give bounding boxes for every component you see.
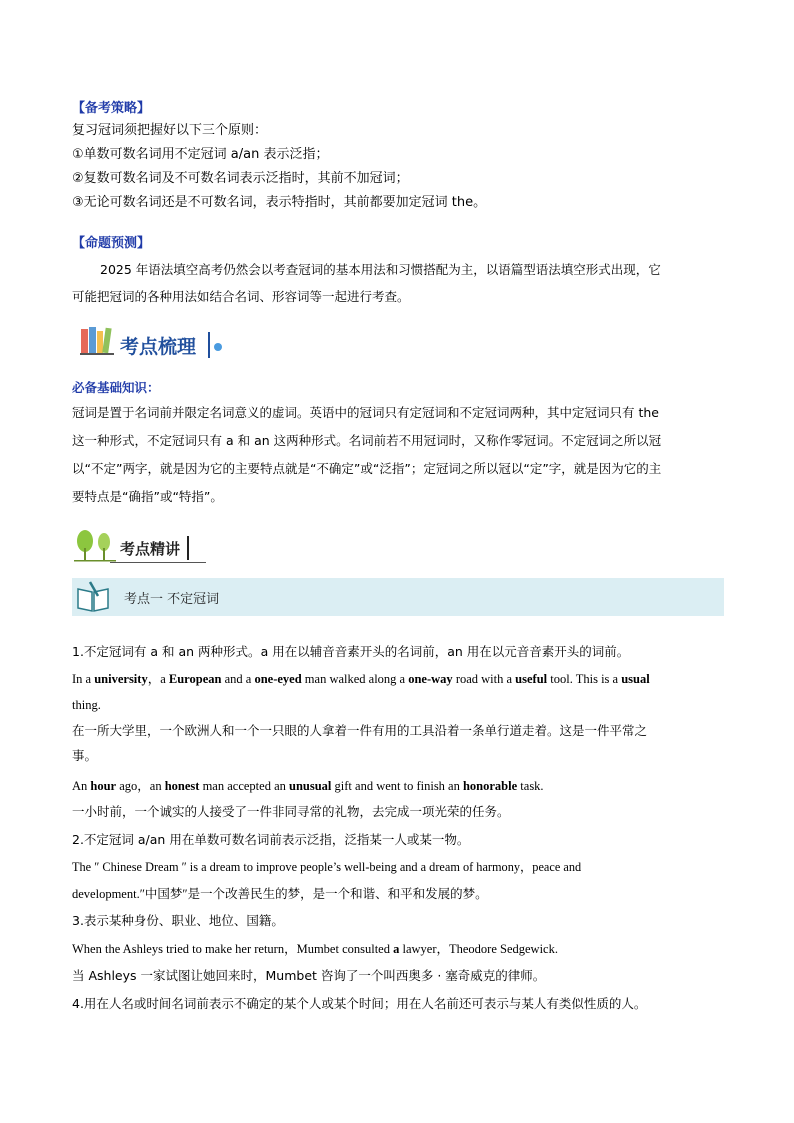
example-4-cn: 当 Ashleys 一家试图让她回来时，Mumbet 咨询了一个叫西奥多 · 塞奇威克的律师。 xyxy=(72,968,546,983)
basics-line-1: 冠词是置于名词前并限定名词意义的虚词。英语中的冠词只有定冠词和不定冠词两种，其中定冠词只有 the xyxy=(72,405,659,420)
ex2_en-segment-1: hour xyxy=(90,779,117,793)
example-4-en xyxy=(72,939,558,959)
title-dot xyxy=(214,343,222,351)
point-4: 4.用在人名或时间名词前表示不确定的某个人或某个时间；用在人名前还可表示与某人有类似性质的人。 xyxy=(72,996,647,1011)
point-3: 3.表示某种身份、职业、地位、国籍。 xyxy=(72,913,284,928)
ex1_en-segment-7: one-way xyxy=(408,672,453,686)
ex1_en-segment-10: tool. This is a xyxy=(547,672,622,686)
strategy-intro: 复习冠词须把握好以下三个原则： xyxy=(72,123,268,138)
ex1_en-segment-4: and a xyxy=(221,672,255,686)
ex4_en-segment-2: lawyer，Theodore Sedgewick. xyxy=(399,942,558,956)
ex2_en-segment-7: honorable xyxy=(462,779,518,793)
strategy-rule-2: ②复数可数名词及不可数名词表示泛指时，其前不加冠词； xyxy=(72,171,409,186)
example-3-line-1: The ″ Chinese Dream ″ is a dream to improve people’s well-being and a dream of harmony，peace and xyxy=(72,860,582,874)
topic-banner xyxy=(72,578,724,616)
trees-icon xyxy=(74,528,116,566)
ex2_en-segment-0: An xyxy=(72,779,91,793)
ex1_en-segment-3: European xyxy=(168,672,222,686)
forecast-line-2: 可能把冠词的各种用法如结合名词、形容词等一起进行考查。 xyxy=(72,289,410,304)
ex4_en-segment-0: When the Ashleys tried to make her return，Mumbet consulted xyxy=(72,942,394,956)
strategy-heading: 【备考策略】 xyxy=(72,101,151,116)
ex2_en-segment-4: man accepted an xyxy=(199,779,289,793)
title-cursor-bar xyxy=(208,332,210,358)
basics-line-2: 这一种形式，不定冠词只有 a 和 an 这两种形式。名词前若不用冠词时，又称作零冠词。不定冠词之所以冠 xyxy=(72,433,662,448)
ex1_en-segment-2: ，a xyxy=(147,672,169,686)
ex1_en-segment-11: usual xyxy=(621,672,650,686)
books-icon xyxy=(80,326,116,360)
section2-underline xyxy=(110,562,206,563)
section2-title: 考点精讲 xyxy=(120,540,181,558)
example-1-cn-1: 在一所大学里，一个欧洲人和一个一只眼的人拿着一件有用的工具沿着一条单行道走着。这是一件平常之 xyxy=(72,723,648,738)
ex1_en-segment-8: road with a xyxy=(452,672,516,686)
example-1-cn-2: 事。 xyxy=(72,748,98,763)
example-3-line-2: development.″中国梦″是一个改善民生的梦，是一个和谐、和平和发展的梦。 xyxy=(72,887,488,901)
forecast-line-1: 2025 年语法填空高考仍然会以考查冠词的基本用法和习惯搭配为主，以语篇型语法填空形式出现，它 xyxy=(100,262,661,277)
strategy-rule-1: ①单数可数名词用不定冠词 a/an 表示泛指； xyxy=(72,147,329,162)
example-2-cn: 一小时前，一个诚实的人接受了一件非同寻常的礼物，去完成一项光荣的任务。 xyxy=(72,804,510,819)
basics-line-3: 以“不定”两字，就是因为它的主要特点就是“不确定”或“泛指”；定冠词之所以冠以“定”字，就是因为它的主 xyxy=(72,461,662,476)
ex2_en-segment-3: honest xyxy=(164,779,200,793)
basics-heading: 必备基础知识： xyxy=(72,380,160,395)
basics-line-4: 要特点是“确指”或“特指”。 xyxy=(72,489,223,504)
ex1_en-segment-9: useful xyxy=(515,672,548,686)
forecast-heading: 【命题预测】 xyxy=(72,236,151,251)
ex1_en-segment-1: university xyxy=(94,672,148,686)
ex1_en-segment-0: In a xyxy=(72,672,95,686)
example-1-en-tail: thing. xyxy=(72,698,101,712)
open-book-icon xyxy=(76,580,110,618)
banner-title: 考点一 不定冠词 xyxy=(124,592,220,607)
strategy-rule-3: ③无论可数名词还是不可数名词，表示特指时，其前都要加定冠词 the。 xyxy=(72,195,487,210)
point-1: 1.不定冠词有 a 和 an 两种形式。a 用在以辅音音素开头的名词前，an 用在以元音音素开头的词前。 xyxy=(72,644,630,659)
ex2_en-segment-8: task. xyxy=(517,779,544,793)
ex1_en-segment-6: man walked along a xyxy=(301,672,409,686)
ex2_en-segment-5: unusual xyxy=(289,779,332,793)
point-2: 2.不定冠词 a/an 用在单数可数名词前表示泛指，泛指某一人或某一物。 xyxy=(72,832,470,847)
example-1-en xyxy=(72,669,650,689)
title-cursor-bar-2 xyxy=(187,536,189,560)
ex4_en-segment-1: a xyxy=(393,942,400,956)
ex1_en-segment-5: one-eyed xyxy=(254,672,302,686)
example-2-en xyxy=(72,776,544,796)
section1-title: 考点梳理 xyxy=(120,336,197,358)
ex2_en-segment-6: gift and went to finish an xyxy=(331,779,463,793)
ex2_en-segment-2: ago，an xyxy=(116,779,165,793)
